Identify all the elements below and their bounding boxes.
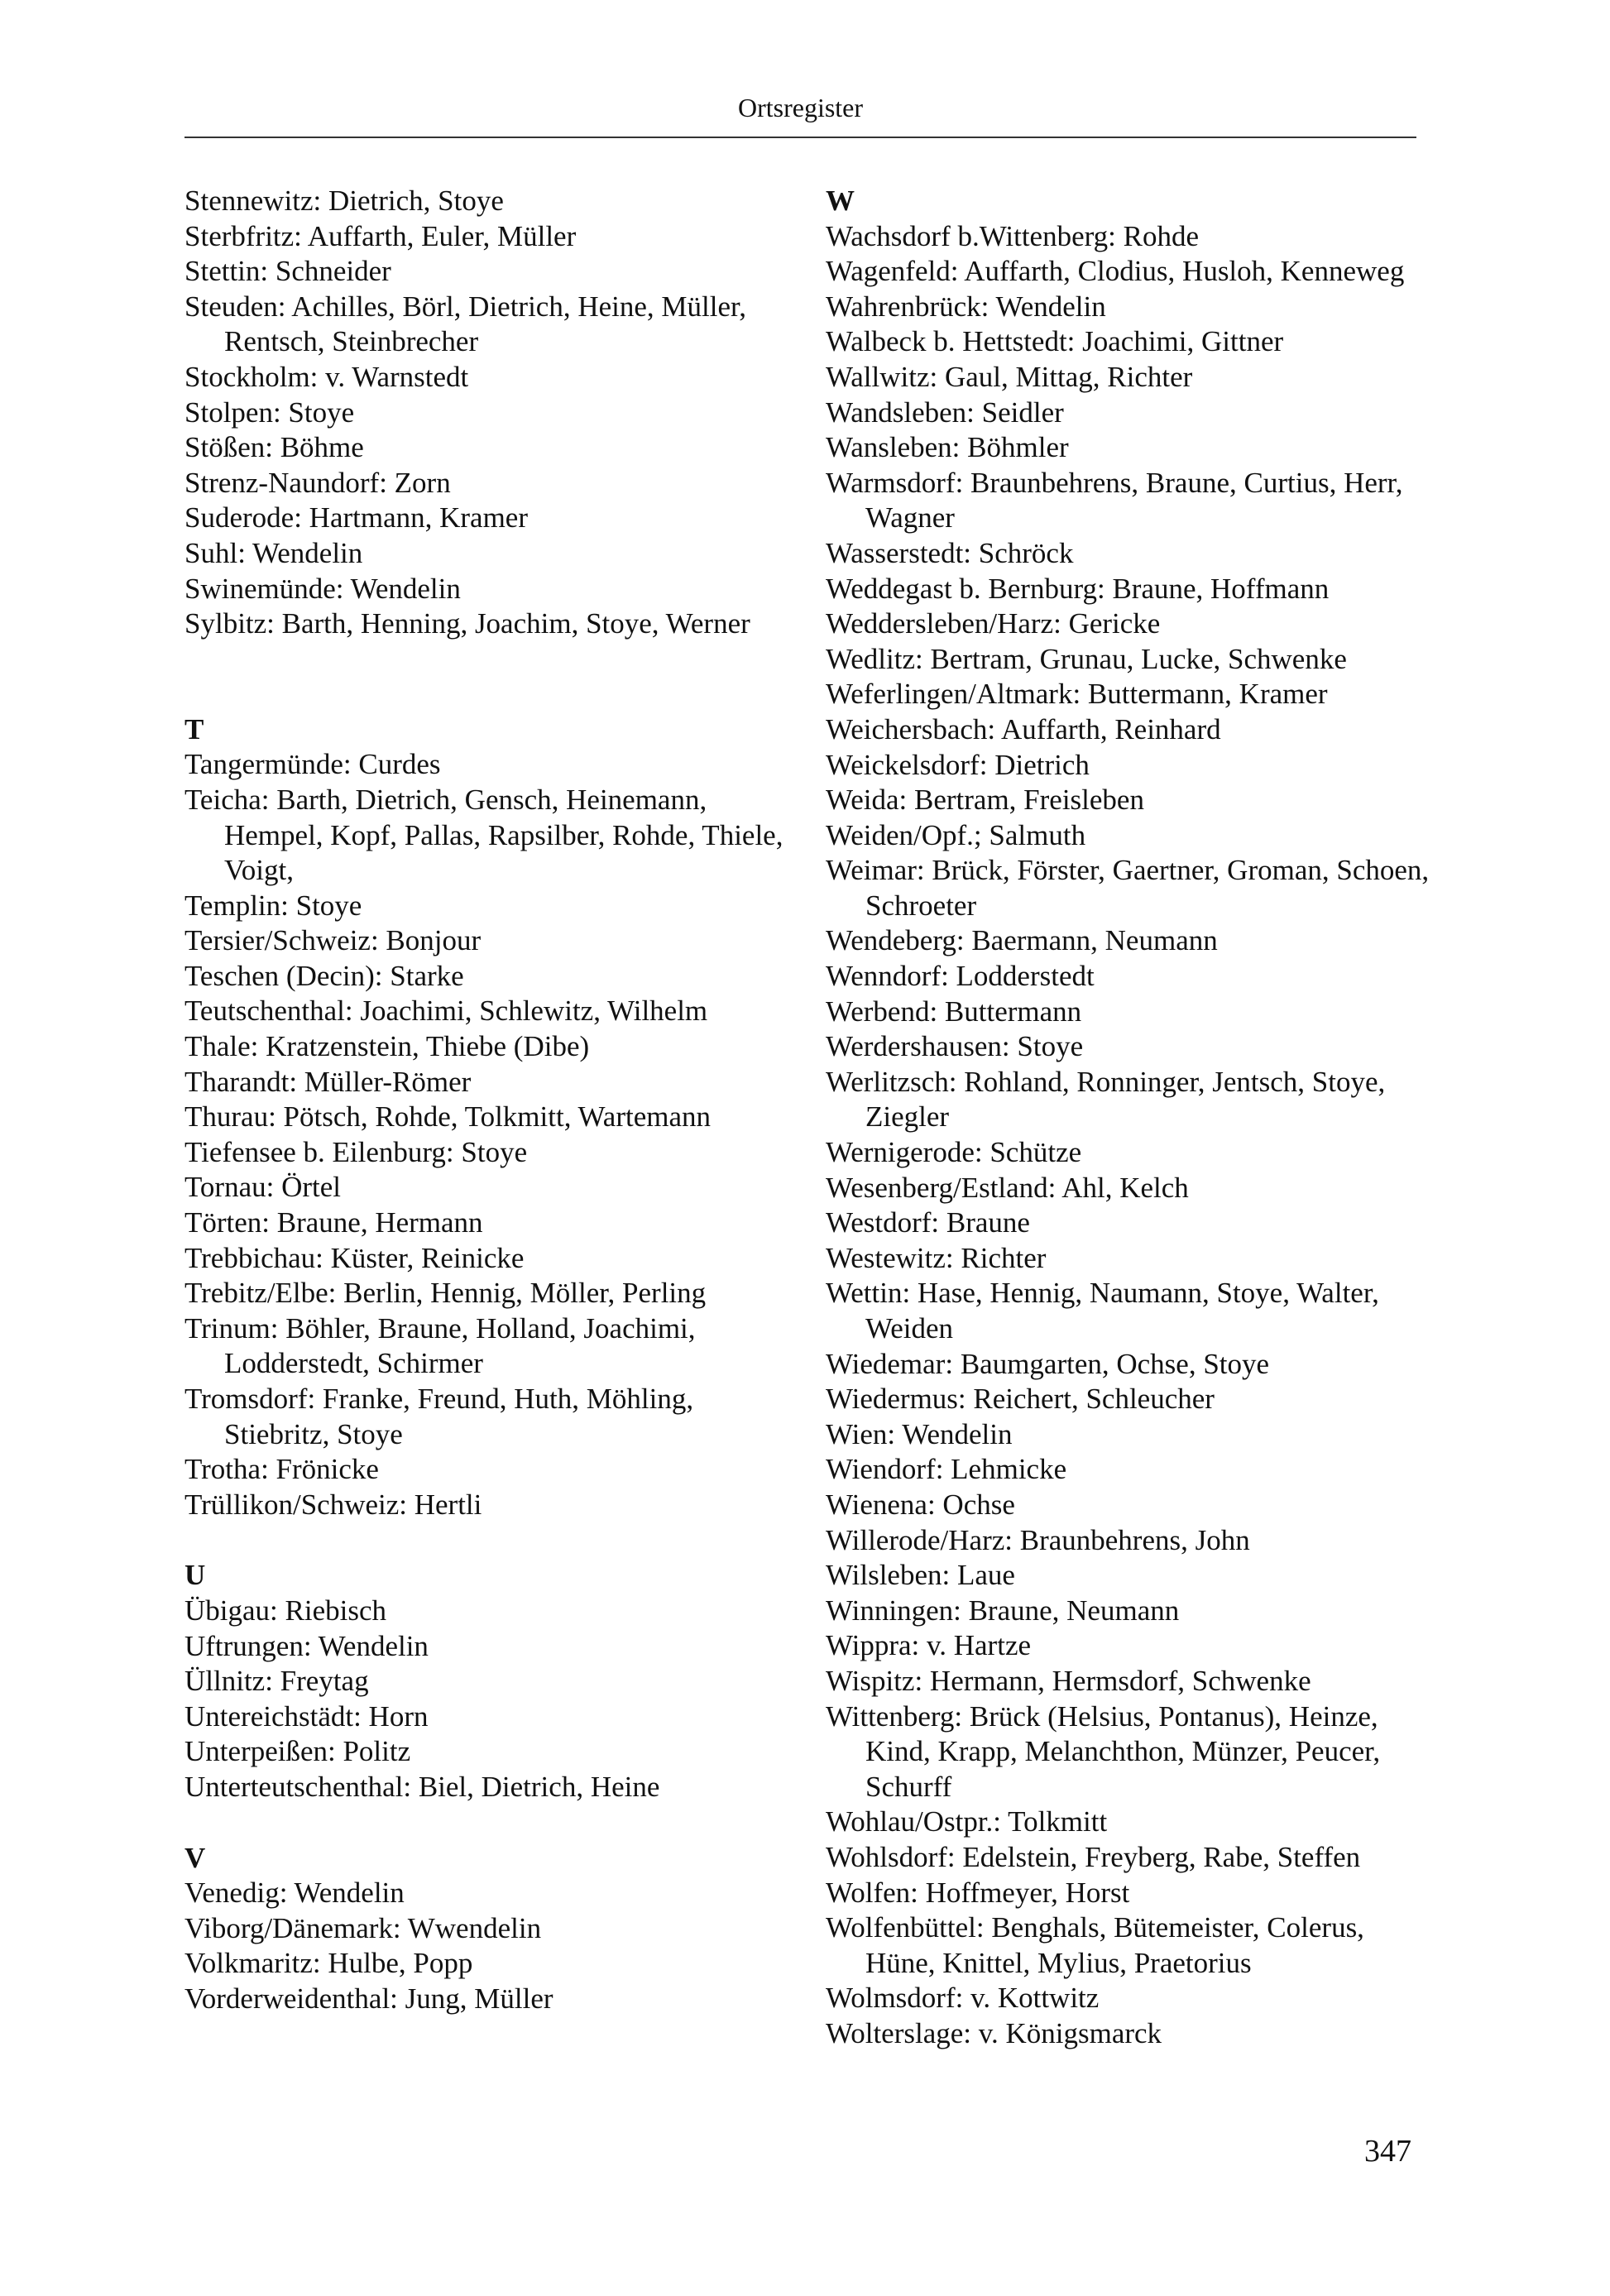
running-head-title: Ortsregister <box>737 93 864 122</box>
index-entry: Swinemünde: Wendelin <box>184 572 461 605</box>
header-rule <box>184 137 1416 138</box>
index-entry: Westdorf: Braune <box>826 1206 1030 1239</box>
section-letter-v: V <box>184 1841 206 1874</box>
section-gap <box>184 642 797 712</box>
index-entry: Viborg/Dänemark: Wwendelin <box>184 1911 542 1944</box>
index-entry: Stettin: Schneider <box>184 255 391 288</box>
index-entry: Tornau: Örtel <box>184 1171 342 1204</box>
index-entry: Trotha: Frönicke <box>184 1453 379 1486</box>
index-entry: Tersier/Schweiz: Bonjour <box>184 924 482 957</box>
index-entry: Trinum: Böhler, Braune, Holland, Joachimi, Lodderstedt, Schirmer <box>184 1311 696 1380</box>
index-entry: Wendeberg: Baermann, Neumann <box>826 924 1218 957</box>
index-entry: Wohlsdorf: Edelstein, Freyberg, Rabe, Steffen <box>826 1840 1361 1873</box>
index-entry: Sterbfritz: Auffarth, Euler, Müller <box>184 219 577 252</box>
section-gap <box>184 1805 797 1841</box>
index-entry: Weickelsdorf: Dietrich <box>826 748 1090 781</box>
index-entry: Templin: Stoye <box>184 889 362 922</box>
index-entry: Weddegast b. Bernburg: Braune, Hoffmann <box>826 572 1330 605</box>
section-w <box>826 219 1438 2052</box>
right-column <box>826 184 1438 2051</box>
index-entry: Sylbitz: Barth, Henning, Joachim, Stoye, Werner <box>184 607 750 640</box>
index-entry: Teicha: Barth, Dietrich, Gensch, Heinemann, Hempel, Kopf, Pallas, Rapsilber, Rohde, Thiele, Voigt, <box>184 783 783 887</box>
index-entry: Wolfen: Hoffmeyer, Horst <box>826 1876 1130 1909</box>
section-s <box>184 184 797 642</box>
index-entry: Wienena: Ochse <box>826 1488 1015 1521</box>
section-letter-t: T <box>184 712 204 745</box>
index-entry: Wippra: v. Hartze <box>826 1629 1032 1662</box>
index-entry: Wien: Wendelin <box>826 1417 1013 1450</box>
index-entry: Wenndorf: Lodderstedt <box>826 960 1095 993</box>
index-entry: Weida: Bertram, Freisleben <box>826 784 1144 817</box>
index-entry: Wasserstedt: Schröck <box>826 536 1074 569</box>
page-number: 347 <box>1364 2134 1411 2169</box>
index-entry: Stockholm: v. Warnstedt <box>184 360 469 393</box>
index-entry: Wiendorf: Lehmicke <box>826 1453 1067 1486</box>
index-entry: Trebbichau: Küster, Reinicke <box>184 1241 525 1274</box>
index-entry: Walbeck b. Hettstedt: Joachimi, Gittner <box>826 325 1284 358</box>
index-entry: Tiefensee b. Eilenburg: Stoye <box>184 1135 528 1168</box>
index-entry: Tharandt: Müller-Römer <box>184 1065 472 1098</box>
index-entry: Wernigerode: Schütze <box>826 1136 1082 1169</box>
index-entry: Werbend: Buttermann <box>826 995 1082 1028</box>
index-entry: Stolpen: Stoye <box>184 395 355 429</box>
index-entry: Weferlingen/Altmark: Buttermann, Kramer <box>826 678 1328 711</box>
index-entry: Strenz-Naundorf: Zorn <box>184 466 451 499</box>
index-entry: Venedig: Wendelin <box>184 1877 405 1910</box>
index-entry: Wettin: Hase, Hennig, Naumann, Stoye, Walter, Weiden <box>826 1277 1379 1345</box>
index-entry: Wansleben: Böhmler <box>826 431 1069 464</box>
index-entry: Tromsdorf: Franke, Freund, Huth, Möhling, Stiebritz, Stoye <box>184 1383 694 1450</box>
section-v <box>184 1876 797 2016</box>
index-entry: Winningen: Braune, Neumann <box>826 1594 1180 1627</box>
index-entry: Wilsleben: Laue <box>826 1559 1015 1592</box>
section-t <box>184 747 797 1522</box>
left-column <box>184 184 797 2017</box>
index-entry: Wolfenbüttel: Benghals, Bütemeister, Colerus, Hüne, Knittel, Mylius, Praetorius <box>826 1911 1364 1979</box>
index-entry: Wispitz: Hermann, Hermsdorf, Schwenke <box>826 1664 1311 1697</box>
index-entry: Üllnitz: Freytag <box>184 1665 369 1698</box>
index-entry: Wohlau/Ostpr.: Tolkmitt <box>826 1805 1108 1838</box>
index-entry: Weichersbach: Auffarth, Reinhard <box>826 712 1221 745</box>
index-entry: Törten: Braune, Hermann <box>184 1206 483 1239</box>
index-entry: Westewitz: Richter <box>826 1241 1047 1274</box>
section-letter-w: W <box>826 185 855 217</box>
index-entry: Suhl: Wendelin <box>184 536 363 569</box>
index-entry: Untereichstädt: Horn <box>184 1699 429 1733</box>
index-entry: Wedlitz: Bertram, Grunau, Lucke, Schwenke <box>826 642 1347 675</box>
index-entry: Tangermünde: Curdes <box>184 748 441 781</box>
index-entry: Wolmsdorf: v. Kottwitz <box>826 1982 1100 2015</box>
index-entry: Vorderweidenthal: Jung, Müller <box>184 1982 553 2015</box>
index-entry: Werdershausen: Stoye <box>826 1030 1084 1063</box>
index-entry: Wolterslage: v. Königsmarck <box>826 2016 1162 2049</box>
index-entry: Warmsdorf: Braunbehrens, Braune, Curtius, Herr, Wagner <box>826 466 1403 534</box>
index-entry: Unterpeißen: Politz <box>184 1735 411 1768</box>
index-entry: Werlitzsch: Rohland, Ronninger, Jentsch, Stoye, Ziegler <box>826 1065 1386 1134</box>
index-entry: Unterteutschenthal: Biel, Dietrich, Heine <box>184 1770 660 1803</box>
index-entry: Wiedemar: Baumgarten, Ochse, Stoye <box>826 1347 1270 1380</box>
index-entry: Teschen (Decin): Starke <box>184 959 464 992</box>
index-entry: Wittenberg: Brück (Helsius, Pontanus), Heinze, Kind, Krapp, Melanchthon, Münzer, Peucer, Schurff <box>826 1699 1381 1803</box>
index-entry: Steuden: Achilles, Börl, Dietrich, Heine, Müller, Rentsch, Steinbrecher <box>184 290 747 358</box>
index-entry: Wahrenbrück: Wendelin <box>826 290 1106 323</box>
index-entry: Wiedermus: Reichert, Schleucher <box>826 1383 1215 1416</box>
section-gap <box>184 1522 797 1558</box>
section-letter-u: U <box>184 1559 206 1592</box>
index-entry: Weddersleben/Harz: Gericke <box>826 607 1161 640</box>
index-entry: Thurau: Pötsch, Rohde, Tolkmitt, Wartemann <box>184 1100 711 1134</box>
index-entry: Thale: Kratzenstein, Thiebe (Dibe) <box>184 1030 590 1063</box>
index-entry: Willerode/Harz: Braunbehrens, John <box>826 1523 1250 1556</box>
index-entry: Teutschenthal: Joachimi, Schlewitz, Wilhelm <box>184 995 708 1028</box>
index-entry: Übigau: Riebisch <box>184 1594 386 1627</box>
index-entry: Stößen: Böhme <box>184 431 364 464</box>
index-entry: Wallwitz: Gaul, Mittag, Richter <box>826 360 1193 393</box>
index-entry: Wagenfeld: Auffarth, Clodius, Husloh, Kenneweg <box>826 255 1405 288</box>
index-entry: Weimar: Brück, Förster, Gaertner, Groman, Schoen, Schroeter <box>826 854 1430 922</box>
index-entry: Uftrungen: Wendelin <box>184 1629 429 1662</box>
section-u <box>184 1594 797 1805</box>
index-entry: Wesenberg/Estland: Ahl, Kelch <box>826 1171 1189 1204</box>
index-entry: Volkmaritz: Hulbe, Popp <box>184 1947 473 1980</box>
index-entry: Weiden/Opf.; Salmuth <box>826 818 1086 851</box>
index-entry: Trebitz/Elbe: Berlin, Hennig, Möller, Perling <box>184 1277 707 1310</box>
index-entry: Stennewitz: Dietrich, Stoye <box>184 185 504 217</box>
index-entry: Suderode: Hartmann, Kramer <box>184 501 528 534</box>
index-entry: Wandsleben: Seidler <box>826 395 1064 429</box>
index-entry: Trüllikon/Schweiz: Hertli <box>184 1488 482 1521</box>
index-entry: Wachsdorf b.Wittenberg: Rohde <box>826 219 1199 252</box>
